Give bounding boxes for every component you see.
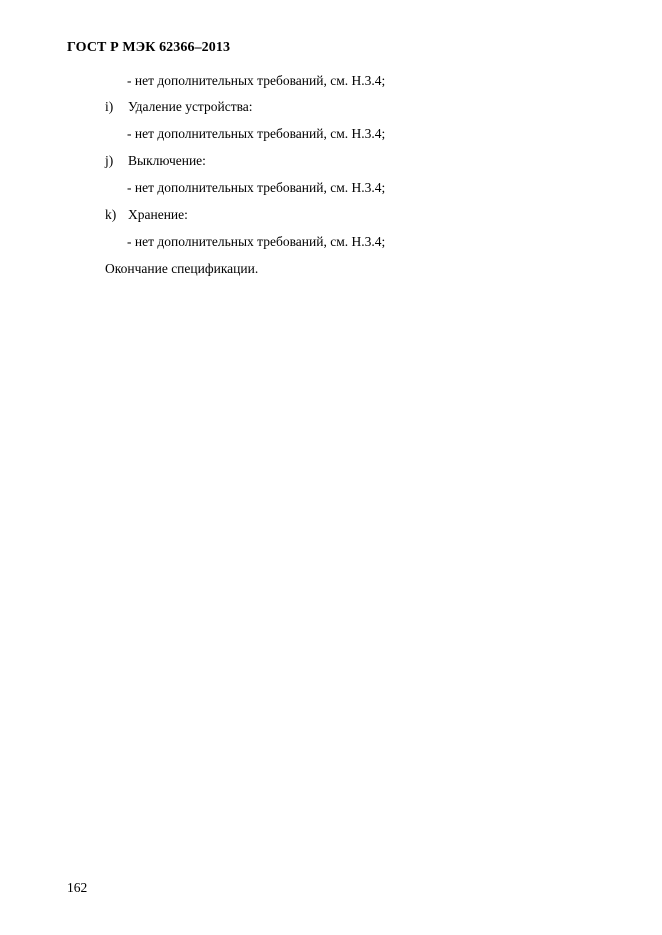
- list-item-i: [105, 99, 253, 115]
- page-number: 162: [67, 880, 88, 895]
- requirement-line: - нет дополнительных требований, см. H.3.4;: [127, 180, 386, 195]
- list-item-j: [105, 153, 206, 169]
- requirement-line: - нет дополнительных требований, см. H.3.4;: [127, 73, 386, 88]
- list-item-label: Хранение:: [128, 207, 188, 222]
- closing-text: Окончание спецификации.: [105, 261, 259, 276]
- list-marker: i): [105, 99, 114, 114]
- list-marker: k): [105, 207, 117, 222]
- list-item-label: Выключение:: [128, 153, 206, 168]
- document-header: ГОСТ Р МЭК 62366–2013: [67, 40, 231, 55]
- list-item-label: Удаление устройства:: [128, 99, 253, 114]
- list-item-k: [105, 207, 188, 223]
- requirement-line: - нет дополнительных требований, см. H.3.4;: [127, 234, 386, 249]
- list-marker: j): [105, 153, 114, 168]
- requirement-line: - нет дополнительных требований, см. H.3.4;: [127, 126, 386, 141]
